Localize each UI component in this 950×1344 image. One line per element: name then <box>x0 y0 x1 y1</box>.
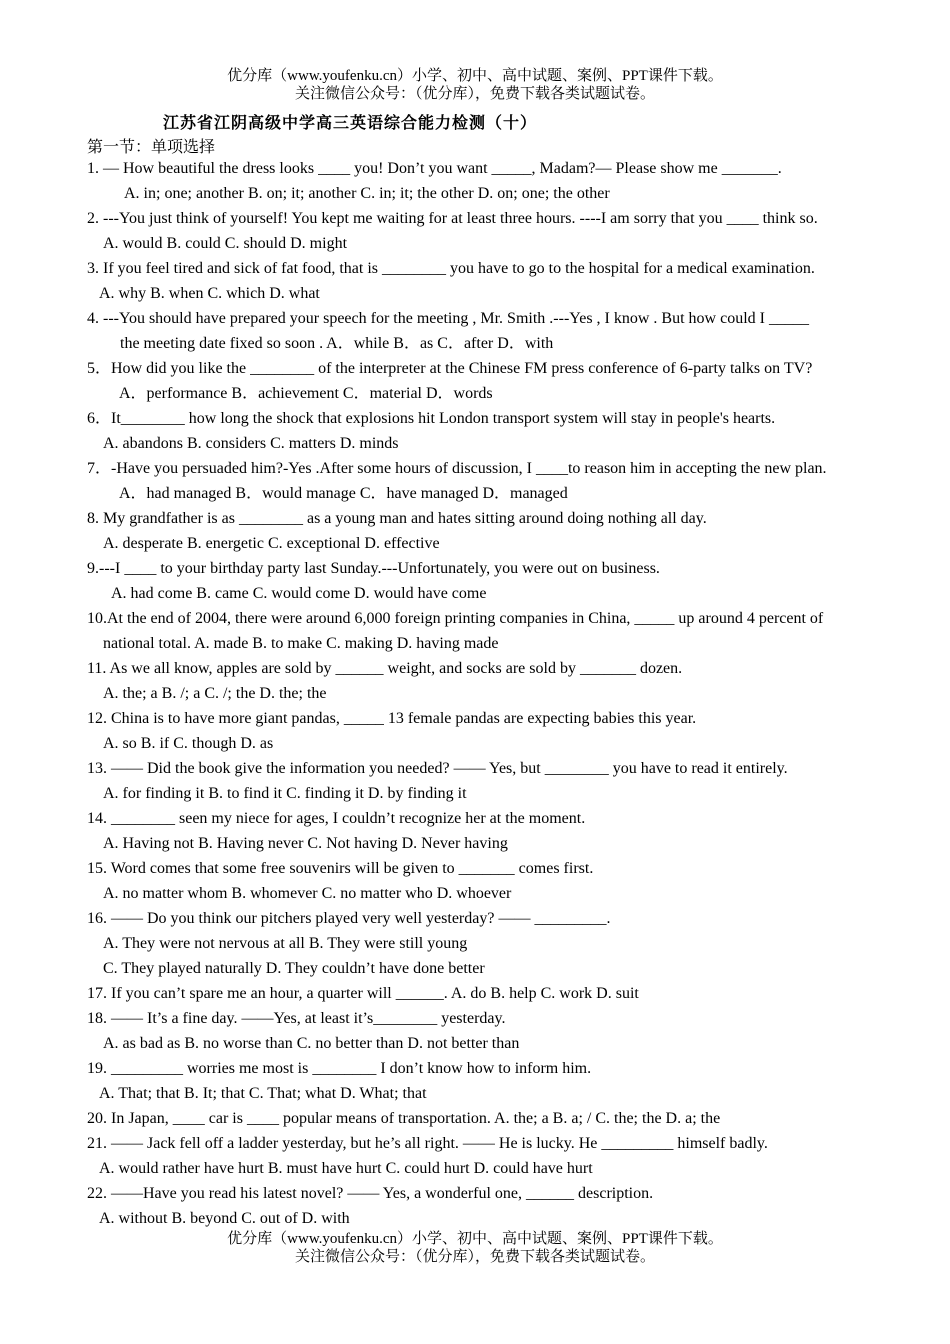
options-9: A. had come B. came C. would come D. would have come <box>111 585 487 602</box>
page-footer-line2: 关注微信公众号：（优分库），免费下载各类试题试卷。 <box>294 1249 655 1265</box>
question-15: 15. Word comes that some free souvenirs will be given to _______ comes first. <box>87 860 594 877</box>
question-11: 11. As we all know, apples are sold by ______ weight, and socks are sold by _______ dozen. <box>87 660 683 677</box>
question-21: 21. —— Jack fell off a ladder yesterday, but he’s all right. —— He is lucky. He _________ himself badly. <box>87 1135 768 1152</box>
question-9: 9.---I ____ to your birthday party last Sunday.---Unfortunately, you were out on business. <box>87 560 660 577</box>
question-2: 2. ---You just think of yourself! You kept me waiting for at least three hours. ----I am sorry that you ____ think so. <box>87 210 818 227</box>
options-21: A. would rather have hurt B. must have hurt C. could hurt D. could have hurt <box>99 1160 593 1177</box>
options-18: A. as bad as B. no worse than C. no better than D. not better than <box>103 1035 520 1052</box>
question-18: 18. —— It’s a fine day. ——Yes, at least it’s________ yesterday. <box>87 1010 506 1027</box>
question-14: 14. ________ seen my niece for ages, I couldn’t recognize her at the moment. <box>87 810 586 827</box>
section-heading: 第一节：单项选择 <box>87 139 216 156</box>
question-8: 8. My grandfather is as ________ as a young man and hates sitting around doing nothing all day. <box>87 510 707 527</box>
question-1: 1. — How beautiful the dress looks ____ you! Don’t you want _____, Madam?— Please show me _______. <box>87 160 782 177</box>
question-19: 19. _________ worries me most is ________ I don’t know how to inform him. <box>87 1060 592 1077</box>
options-8: A. desperate B. energetic C. exceptional D. effective <box>103 535 440 552</box>
options-16-cd: C. They played naturally D. They couldn’t have done better <box>103 960 485 977</box>
options-16-ab: A. They were not nervous at all B. They were still young <box>103 935 468 952</box>
document-title: 江苏省江阴高级中学高三英语综合能力检测（十） <box>163 113 538 132</box>
options-2: A. would B. could C. should D. might <box>103 235 348 252</box>
question-22: 22. ——Have you read his latest novel? —— Yes, a wonderful one, ______ description. <box>87 1185 654 1202</box>
page-footer-line1: 优分库（www.youfenku.cn）小学、初中、高中试题、案例、PPT课件下载。 <box>227 1231 723 1247</box>
options-19: A. That; that B. It; that C. That; what D. What; that <box>99 1085 427 1102</box>
question-7: 7．-Have you persuaded him?-Yes .After some hours of discussion, I ____to reason him in accepting the new plan. <box>87 460 827 477</box>
options-7: A．had managed B．would manage C．have managed D．managed <box>119 485 568 502</box>
options-3: A. why B. when C. which D. what <box>99 285 320 302</box>
page-header-line2: 关注微信公众号：（优分库），免费下载各类试题试卷。 <box>294 86 655 102</box>
question-10: 10.At the end of 2004, there were around 6,000 foreign printing companies in China, _____ up around 4 percent of <box>87 610 824 627</box>
question-16: 16. —— Do you think our pitchers played very well yesterday? —— _________. <box>87 910 611 927</box>
question-4-cont: the meeting date fixed so soon . A．while B．as C．after D．with <box>120 335 554 352</box>
options-11: A. the; a B. /; a C. /; the D. the; the <box>103 685 327 702</box>
question-17: 17. If you can’t spare me an hour, a quarter will ______. A. do B. help C. work D. suit <box>87 985 639 1002</box>
page-header-line1: 优分库（www.youfenku.cn）小学、初中、高中试题、案例、PPT课件下载。 <box>227 68 723 84</box>
question-3: 3. If you feel tired and sick of fat food, that is ________ you have to go to the hospital for a medical examination. <box>87 260 815 277</box>
question-12: 12. China is to have more giant pandas, _____ 13 female pandas are expecting babies this year. <box>87 710 697 727</box>
options-22: A. without B. beyond C. out of D. with <box>99 1210 350 1227</box>
question-5: 5．How did you like the ________ of the interpreter at the Chinese FM press conference of 6-party talks on TV? <box>87 360 813 377</box>
question-10-cont: national total. A. made B. to make C. making D. having made <box>103 635 499 652</box>
options-13: A. for finding it B. to find it C. finding it D. by finding it <box>103 785 467 802</box>
options-5: A．performance B．achievement C．material D．words <box>119 385 493 402</box>
question-20: 20. In Japan, ____ car is ____ popular means of transportation. A. the; a B. a; / C. the; the D. a; the <box>87 1110 721 1127</box>
options-14: A. Having not B. Having never C. Not having D. Never having <box>103 835 508 852</box>
question-4: 4. ---You should have prepared your speech for the meeting , Mr. Smith .---Yes , I know . But how could I _____ <box>87 310 809 327</box>
options-1: A. in; one; another B. on; it; another C. in; it; the other D. on; one; the other <box>124 185 610 202</box>
options-12: A. so B. if C. though D. as <box>103 735 274 752</box>
question-6: 6．It________ how long the shock that explosions hit London transport system will stay in people's hearts. <box>87 410 776 427</box>
options-15: A. no matter whom B. whomever C. no matter who D. whoever <box>103 885 512 902</box>
options-6: A. abandons B. considers C. matters D. minds <box>103 435 399 452</box>
question-13: 13. —— Did the book give the information you needed? —— Yes, but ________ you have to read it entirely. <box>87 760 788 777</box>
